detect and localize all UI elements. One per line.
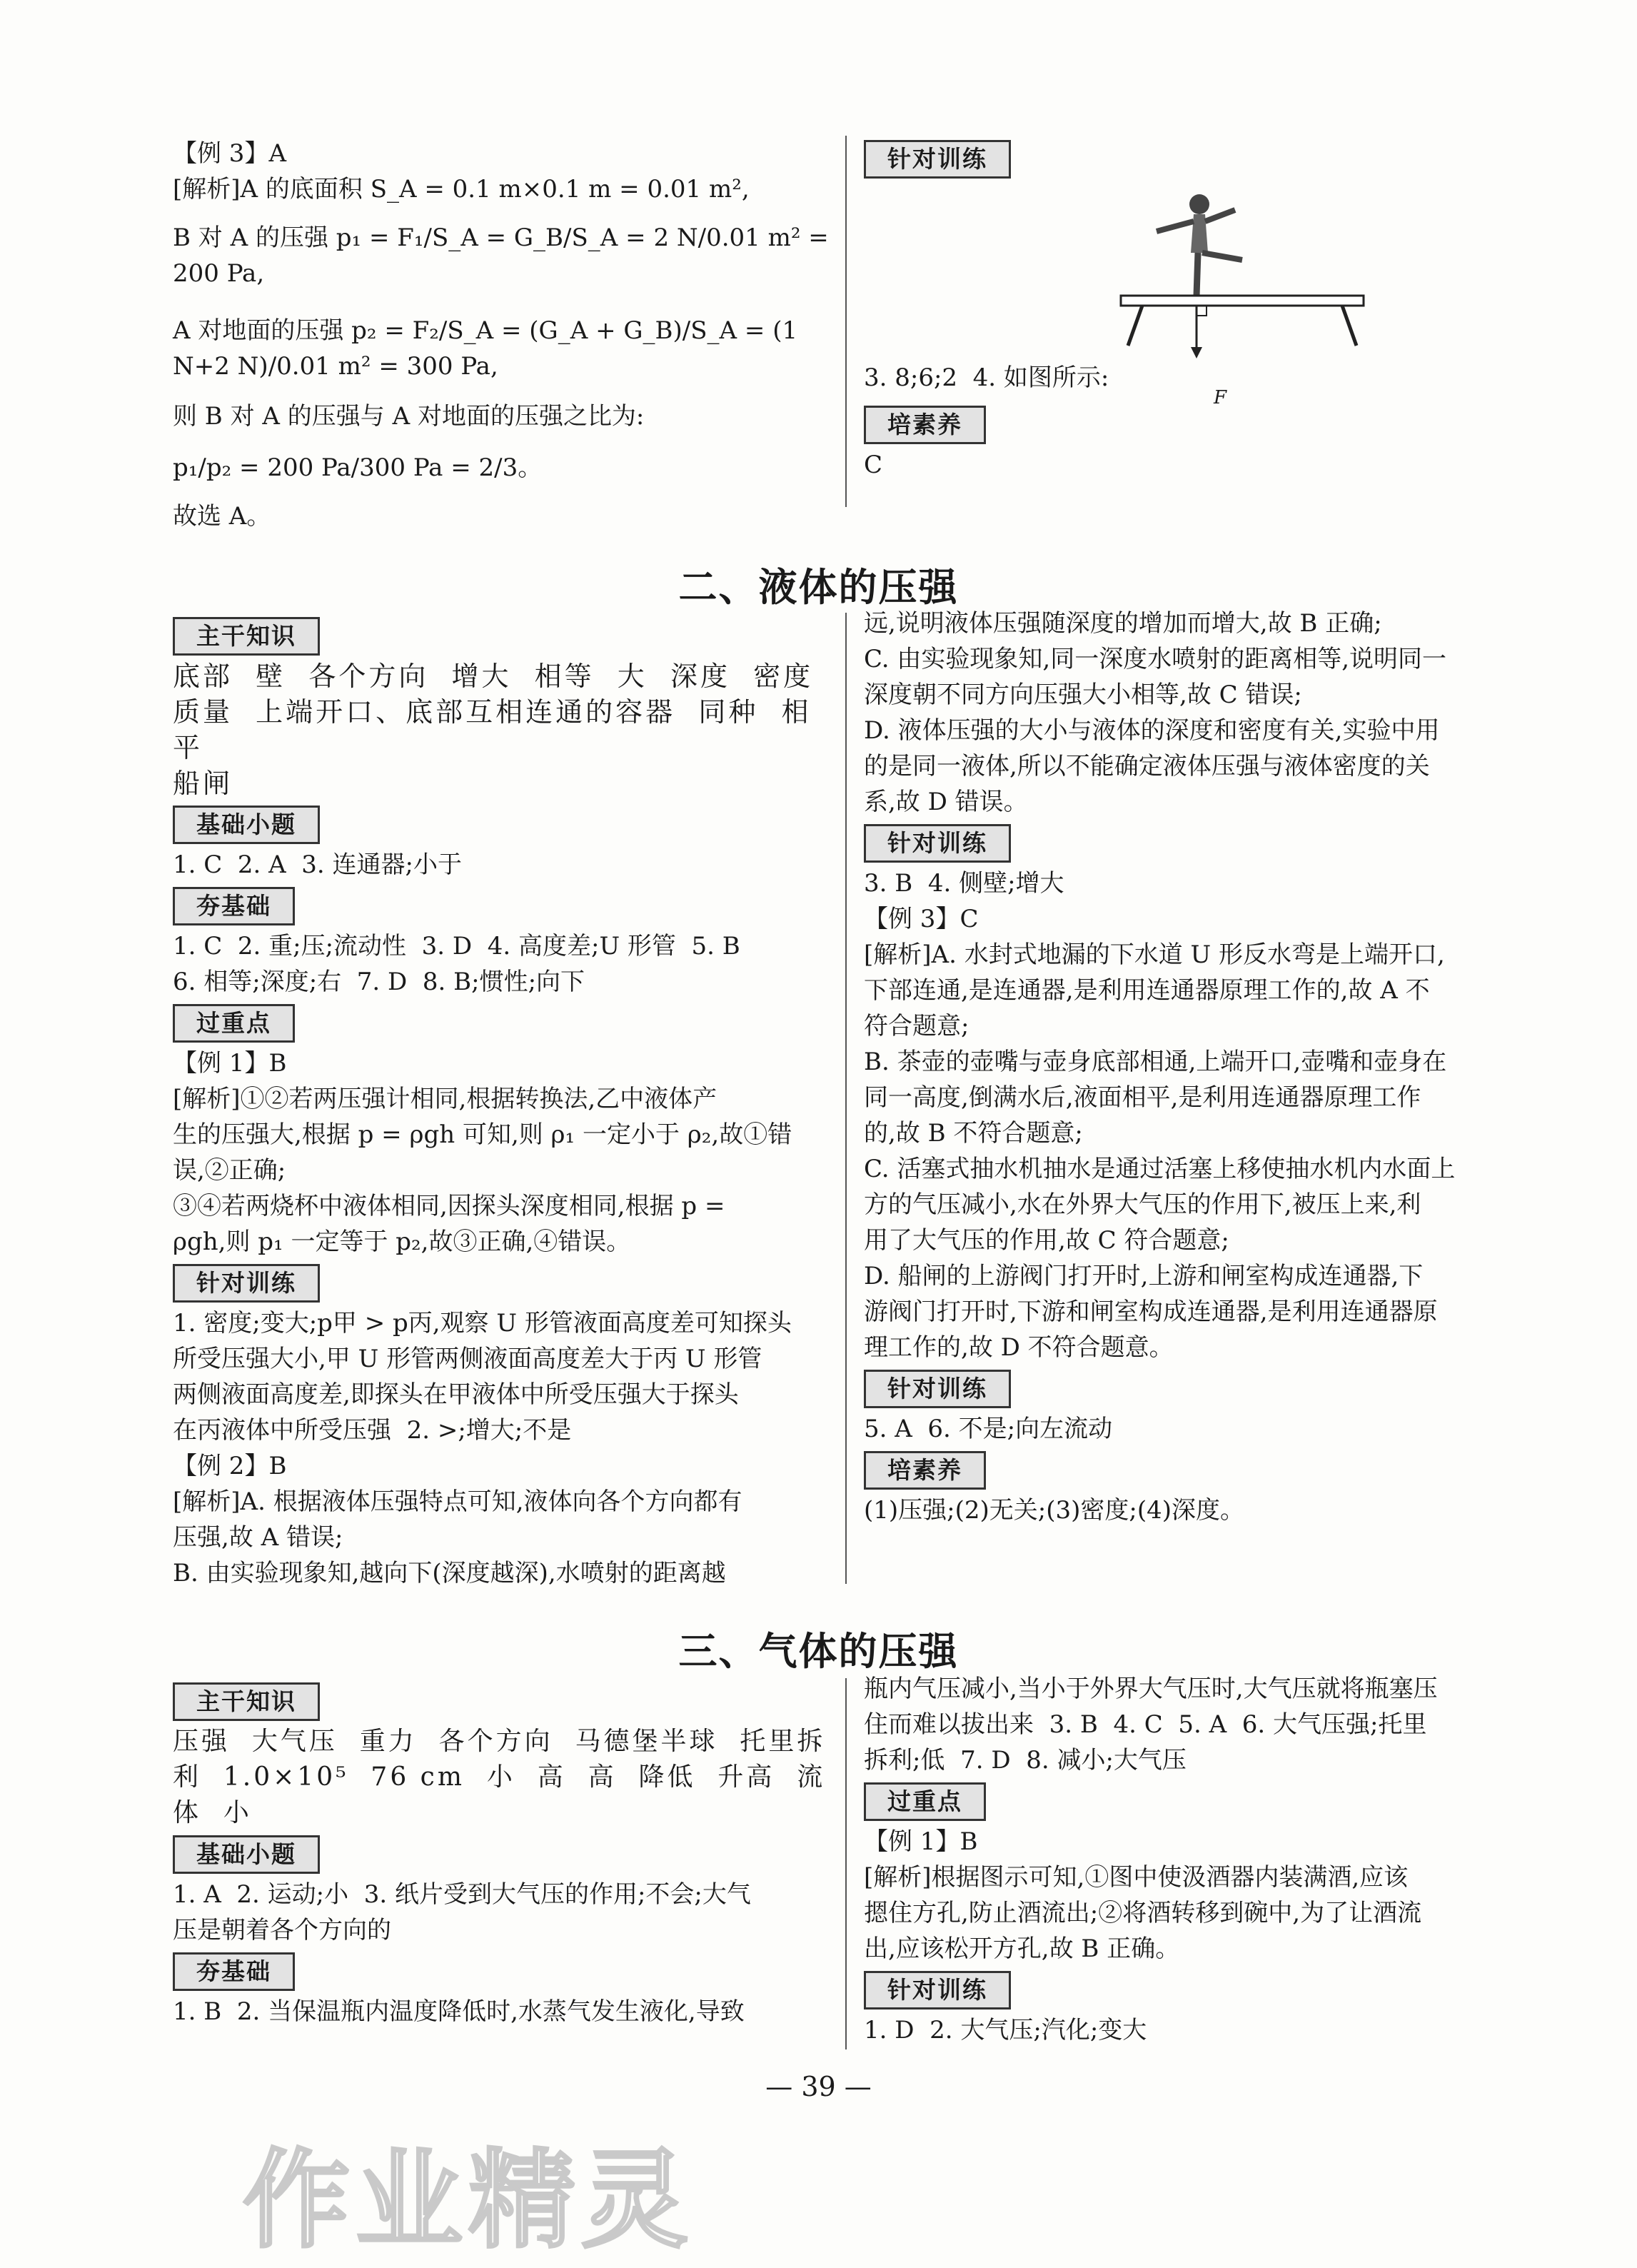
sec2-right-column xyxy=(864,606,1471,1528)
balance-beam-diagram xyxy=(1114,181,1414,360)
keyword-line: 底部 壁 各个方向 增大 相等 大 深度 密度 xyxy=(173,661,814,692)
section-tag: 过重点 xyxy=(173,1004,295,1043)
analysis-line: B 对 A 的压强 p₁ = F₁/S_A = G_B/S_A = 2 N/0.01 m² = 200 Pa, xyxy=(173,224,837,288)
analysis-line: 则 B 对 A 的压强与 A 对地面的压强之比为: xyxy=(173,402,645,431)
column-divider xyxy=(845,613,847,1584)
section-tag: 针对训练 xyxy=(864,824,1011,863)
answer-line: 瓶内气压减小,当小于外界大气压时,大气压就将瓶塞压 xyxy=(864,1675,1438,1703)
watermark: 作业精灵 xyxy=(243,2139,695,2263)
page-number: — 39 — xyxy=(765,2071,872,2102)
section-tag: 针对训练 xyxy=(864,1370,1011,1408)
section-title: 二、液体的压强 xyxy=(678,565,959,610)
section-tag: 基础小题 xyxy=(173,1835,320,1874)
analysis-line: 的是同一液体,所以不能确定液体压强与液体密度的关 xyxy=(864,752,1430,781)
sec3-left-column xyxy=(173,1678,830,2029)
analysis-line: 压强,故 A 错误; xyxy=(173,1523,343,1552)
keyword-line: 体 小 xyxy=(173,1798,252,1827)
answer-line: C xyxy=(864,451,883,479)
analysis-line: [解析]A. 根据液体压强特点可知,液体向各个方向都有 xyxy=(173,1487,742,1516)
top-left-column xyxy=(173,136,837,534)
analysis-line: 下部连通,是连通器,是利用连通器原理工作的,故 A 不 xyxy=(864,976,1430,1005)
analysis-line: A 对地面的压强 p₂ = F₂/S_A = (G_A + G_B)/S_A = (1 N+2 N)/0.01 m² = 300 Pa, xyxy=(173,316,805,381)
answer-line: 1. D 2. 大气压;汽化;变大 xyxy=(864,2016,1147,2044)
example-3-label: 【例 3】A xyxy=(173,139,286,168)
answer-line: 住而难以拔出来 3. B 4. C 5. A 6. 大气压强;托里 xyxy=(864,1710,1427,1739)
answer-line: 拆利;低 7. D 8. 减小;大气压 xyxy=(864,1746,1187,1775)
analysis-line: 远,说明液体压强随深度的增加而增大,故 B 正确; xyxy=(864,609,1382,638)
analysis-line: 符合题意; xyxy=(864,1012,969,1040)
keyword-line: 压强 大气压 重力 各个方向 马德堡半球 托里拆 xyxy=(173,1727,826,1756)
analysis-line: 用了大气压的作用,故 C 符合题意; xyxy=(864,1226,1229,1255)
answer-line: 1. B 2. 当保温瓶内温度降低时,水蒸气发生液化,导致 xyxy=(173,1997,745,2026)
section-tag: 基础小题 xyxy=(173,806,320,844)
keyword-line: 质量 上端开口、底部互相连通的容器 同种 相平 xyxy=(173,696,812,763)
analysis-line: 系,故 D 错误。 xyxy=(864,788,1028,816)
analysis-line: [解析]A 的底面积 S_A = 0.1 m×0.1 m = 0.01 m², xyxy=(173,175,750,204)
answer-line: 所受压强大小,甲 U 形管两侧液面高度差大于丙 U 形管 xyxy=(173,1345,762,1373)
analysis-line: [解析]①②若两压强计相同,根据转换法,乙中液体产 xyxy=(173,1085,717,1113)
section-tag: 培素养 xyxy=(864,1451,986,1490)
example-label: 【例 3】C xyxy=(864,905,979,933)
answer-line: (1)压强;(2)无关;(3)密度;(4)深度。 xyxy=(864,1496,1245,1525)
answer-line: 1. C 2. 重;压;流动性 3. D 4. 高度差;U 形管 5. B xyxy=(173,932,740,960)
analysis-line: C. 活塞式抽水机抽水是通过活塞上移使抽水机内水面上 xyxy=(864,1155,1456,1183)
answer-line: 6. 相等;深度;右 7. D 8. B;惯性;向下 xyxy=(173,968,585,996)
analysis-line: B. 由实验现象知,越向下(深度越深),水喷射的距离越 xyxy=(173,1559,726,1587)
section-title: 三、气体的压强 xyxy=(678,1629,959,1674)
analysis-line: 出,应该松开方孔,故 B 正确。 xyxy=(864,1935,1180,1963)
answer-line: 在丙液体中所受压强 2. >;增大;不是 xyxy=(173,1416,572,1445)
answer-line: 压是朝着各个方向的 xyxy=(173,1916,391,1945)
analysis-line: B. 茶壶的壶嘴与壶身底部相通,上端开口,壶嘴和壶身在 xyxy=(864,1048,1447,1076)
analysis-line: [解析]A. 水封式地漏的下水道 U 形反水弯是上端开口, xyxy=(864,940,1445,969)
section-tag: 针对训练 xyxy=(173,1264,320,1303)
analysis-line: 深度朝不同方向压强大小相等,故 C 错误; xyxy=(864,681,1302,709)
analysis-line: 摁住方孔,防止酒流出;②将酒转移到碗中,为了让酒流 xyxy=(864,1899,1422,1927)
section-tag: 主干知识 xyxy=(173,617,320,656)
answer-line: 故选 A。 xyxy=(173,502,271,531)
keyword-line: 船闸 xyxy=(173,768,233,799)
answer-line: 1. 密度;变大;p甲 > p丙,观察 U 形管液面高度差可知探头 xyxy=(173,1309,792,1338)
section-tag: 针对训练 xyxy=(864,1971,1011,2009)
analysis-line: 误,②正确; xyxy=(173,1156,286,1185)
answer-line: 3. B 4. 侧壁;增大 xyxy=(864,869,1064,898)
section-tag: 主干知识 xyxy=(173,1682,320,1721)
sec3-right-column xyxy=(864,1671,1471,2048)
analysis-line: ③④若两烧杯中液体相同,因探头深度相同,根据 p = xyxy=(173,1192,725,1220)
analysis-line: C. 由实验现象知,同一深度水喷射的距离相等,说明同一 xyxy=(864,645,1447,673)
analysis-line: 游阀门打开时,下游和闸室构成连通器,是利用连通器原 xyxy=(864,1298,1438,1326)
analysis-line: 同一高度,倒满水后,液面相平,是利用连通器原理工作 xyxy=(864,1083,1421,1112)
column-divider xyxy=(845,136,847,507)
column-divider xyxy=(845,1678,847,2049)
example-label: 【例 1】B xyxy=(864,1827,978,1856)
force-label: F xyxy=(1214,387,1227,408)
analysis-line: 的,故 B 不符合题意; xyxy=(864,1119,1083,1148)
analysis-line: [解析]根据图示可知,①图中使汲酒器内装满酒,应该 xyxy=(864,1863,1409,1892)
analysis-line: ρgh,则 p₁ 一定等于 p₂,故③正确,④错误。 xyxy=(173,1228,631,1256)
analysis-line: p₁/p₂ = 200 Pa/300 Pa = 2/3。 xyxy=(173,453,543,482)
answer-line: 3. 8;6;2 4. 如图所示: xyxy=(864,363,1109,392)
keyword-line: 利 1.0×10⁵ 76 cm 小 高 高 降低 升高 流 xyxy=(173,1762,826,1792)
answer-line: 1. A 2. 运动;小 3. 纸片受到大气压的作用;不会;大气 xyxy=(173,1880,751,1909)
analysis-line: 生的压强大,根据 p = ρgh 可知,则 ρ₁ 一定小于 ρ₂,故①错 xyxy=(173,1120,792,1149)
sec2-left-column xyxy=(173,613,830,1591)
section-tag: 过重点 xyxy=(864,1782,986,1821)
analysis-line: D. 液体压强的大小与液体的深度和密度有关,实验中用 xyxy=(864,716,1440,745)
answer-line: 两侧液面高度差,即探头在甲液体中所受压强大于探头 xyxy=(173,1380,739,1409)
analysis-line: 方的气压减小,水在外界大气压的作用下,被压上来,利 xyxy=(864,1190,1421,1219)
top-right-column xyxy=(864,136,1471,483)
gymnast-figure xyxy=(864,181,1471,360)
answer-line: 5. A 6. 不是;向左流动 xyxy=(864,1415,1113,1443)
example-label: 【例 1】B xyxy=(173,1049,287,1078)
section-tag: 培素养 xyxy=(864,406,986,444)
analysis-line: D. 船闸的上游阀门打开时,上游和闸室构成连通器,下 xyxy=(864,1262,1424,1290)
answer-line: 1. C 2. A 3. 连通器;小于 xyxy=(173,850,462,879)
example-label: 【例 2】B xyxy=(173,1452,287,1480)
section-tag: 夯基础 xyxy=(173,887,295,925)
analysis-line: 理工作的,故 D 不符合题意。 xyxy=(864,1333,1174,1362)
section-tag: 针对训练 xyxy=(864,140,1011,179)
section-tag: 夯基础 xyxy=(173,1952,295,1991)
